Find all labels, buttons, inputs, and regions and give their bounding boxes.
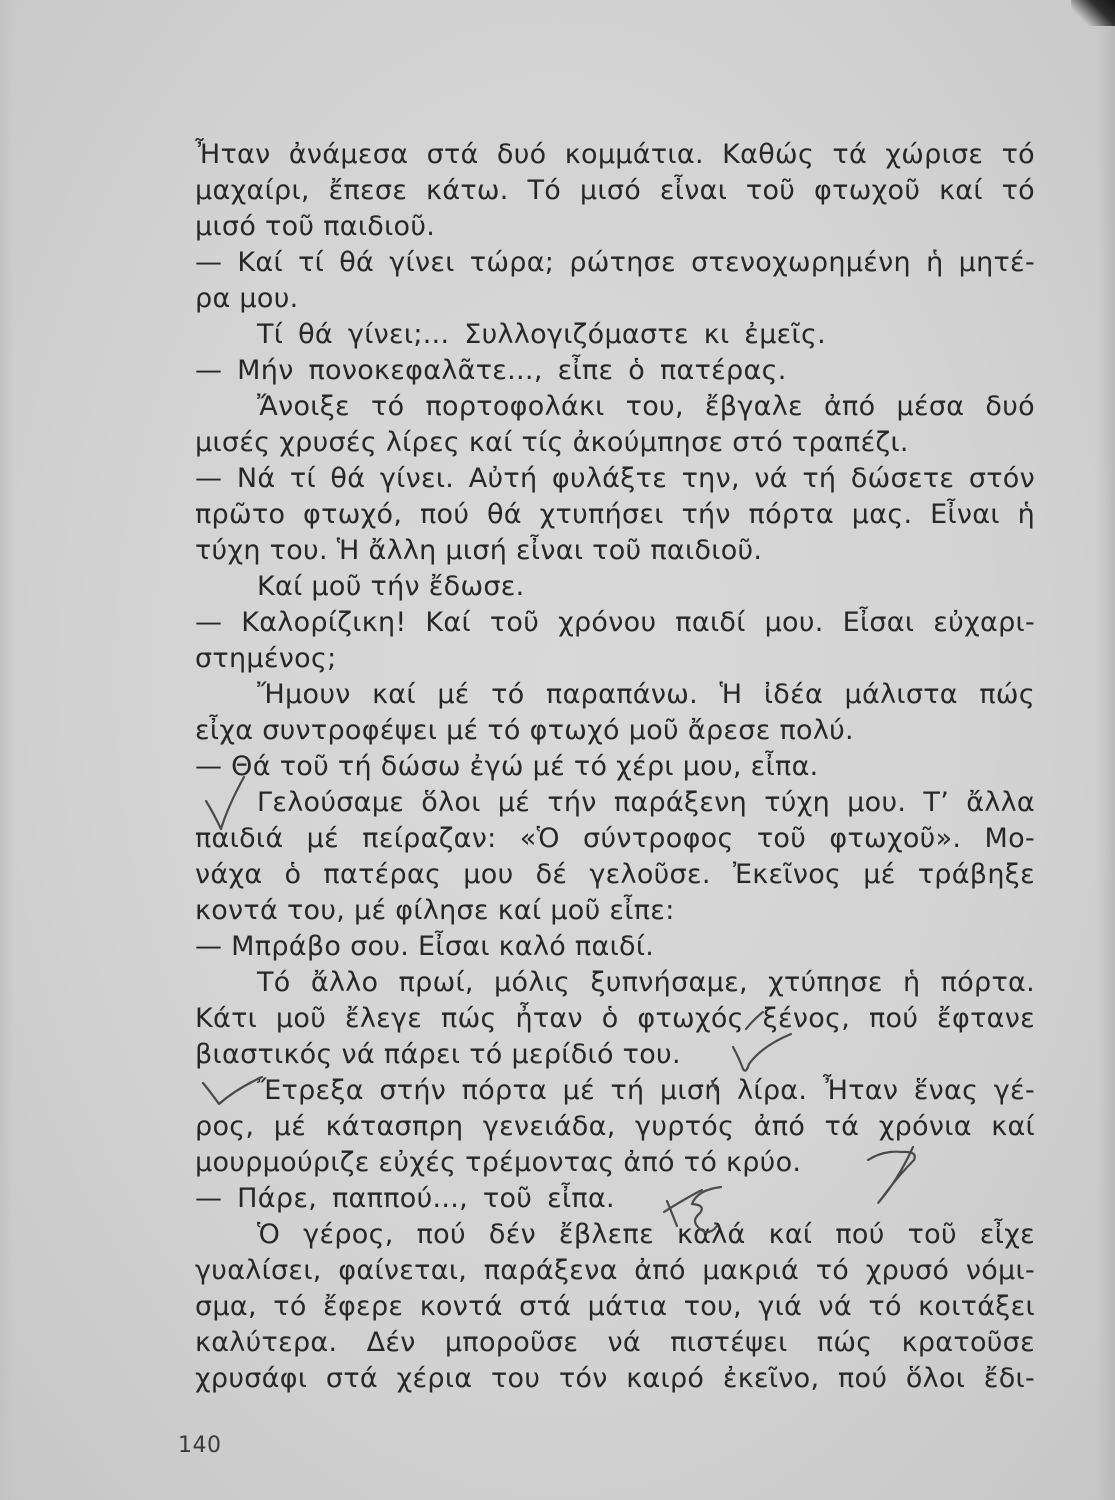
text-line: παιδιά μέ πείραζαν: «Ὁ σύντροφος τοῦ φτωχοῦ». Μο-	[195, 823, 1035, 854]
body-text	[195, 137, 1035, 1397]
text-line: — Μπράβο σου. Εἶσαι καλό παιδί.	[195, 931, 655, 962]
text-line: κοντά του, μέ φίλησε καί μοῦ εἶπε:	[195, 895, 675, 926]
text-line: στημένος;	[195, 643, 337, 674]
text-line: τύχη του. Ἡ ἄλλη μισή εἶναι τοῦ παιδιοῦ.	[195, 535, 763, 566]
scan-dark-corner	[1071, 0, 1115, 26]
text-line: Ἔτρεξα στήν πόρτα μέ τή μισή λίρα. Ἦταν ἕνας γέ-	[257, 1075, 1035, 1106]
text-line: — Μήν πονοκεφαλᾶτε..., εἶπε ὁ πατέρας.	[195, 355, 787, 386]
text-line: μισό τοῦ παιδιοῦ.	[195, 211, 436, 242]
text-line: νάχα ὁ πατέρας μου δέ γελοῦσε. Ἐκεῖνος μέ τράβηξε	[195, 859, 1035, 890]
text-line: Τί θά γίνει;... Συλλογιζόμαστε κι ἐμεῖς.	[257, 319, 827, 350]
scan-shadow-left	[0, 0, 14, 1500]
page-number: 140	[178, 1433, 222, 1458]
text-line: Τό ἄλλο πρωί, μόλις ξυπνήσαμε, χτύπησε ἡ πόρτα.	[257, 967, 1035, 998]
scan-shadow-right	[1097, 0, 1115, 1500]
text-line: Ὁ γέρος, πού δέν ἔβλεπε καλά καί πού τοῦ εἶχε	[257, 1219, 1035, 1250]
text-line: Γελούσαμε ὅλοι μέ τήν παράξενη τύχη μου. Τ’ ἄλλα	[257, 787, 1035, 818]
text-line: Καί μοῦ τήν ἔδωσε.	[257, 571, 525, 602]
text-line: Ἦταν ἀνάμεσα στά δυό κομμάτια. Καθώς τά χώρισε τό	[195, 139, 1035, 170]
text-line: βιαστικός νά πάρει τό μερίδιό του.	[195, 1039, 681, 1070]
text-line: — Θά τοῦ τή δώσω ἐγώ μέ τό χέρι μου, εἶπα.	[195, 751, 819, 782]
text-line: χρυσάφι στά χέρια του τόν καιρό ἐκεῖνο, πού ὅλοι ἔδι-	[195, 1363, 1035, 1394]
text-line: Κάτι μοῦ ἔλεγε πώς ἦταν ὁ φτωχός ξένος, πού ἔφτανε	[195, 1003, 1035, 1034]
text-line: Ἄνοιξε τό πορτοφολάκι του, ἔβγαλε ἀπό μέσα δυό	[257, 391, 1035, 422]
text-line: — Καλορίζικη! Καί τοῦ χρόνου παιδί μου. Εἶσαι εὐχαρι-	[195, 607, 1035, 638]
text-line: σμα, τό ἔφερε κοντά στά μάτια του, γιά νά τό κοιτάξει	[195, 1291, 1035, 1322]
text-line: μαχαίρι, ἔπεσε κάτω. Τό μισό εἶναι τοῦ φτωχοῦ καί τό	[195, 175, 1035, 206]
text-line: εἶχα συντροφέψει μέ τό φτωχό μοῦ ἄρεσε πολύ.	[195, 715, 854, 746]
text-line: πρῶτο φτωχό, πού θά χτυπήσει τήν πόρτα μας. Εἶναι ἡ	[195, 499, 1035, 530]
text-line: ρα μου.	[195, 283, 299, 314]
text-line: — Νά τί θά γίνει. Αὐτή φυλάξτε την, νά τή δώσετε στόν	[195, 463, 1035, 494]
text-line: Ἤμουν καί μέ τό παραπάνω. Ἡ ἰδέα μάλιστα πώς	[257, 679, 1035, 710]
text-line: ρος, μέ κάτασπρη γενειάδα, γυρτός ἀπό τά χρόνια καί	[195, 1111, 1035, 1142]
text-line: — Πάρε, παππού..., τοῦ εἶπα.	[195, 1183, 615, 1214]
text-line: καλύτερα. Δέν μποροῦσε νά πιστέψει πώς κρατοῦσε	[195, 1327, 1035, 1358]
text-line: — Καί τί θά γίνει τώρα; ρώτησε στενοχωρημένη ἡ μητέ-	[195, 247, 1035, 278]
text-line: μισές χρυσές λίρες καί τίς ἀκούμπησε στό τραπέζι.	[195, 427, 909, 458]
text-line: μουρμούριζε εὐχές τρέμοντας ἀπό τό κρύο.	[195, 1147, 802, 1178]
text-line: γυαλίσει, φαίνεται, παράξενα ἀπό μακριά τό χρυσό νόμι-	[195, 1255, 1035, 1286]
